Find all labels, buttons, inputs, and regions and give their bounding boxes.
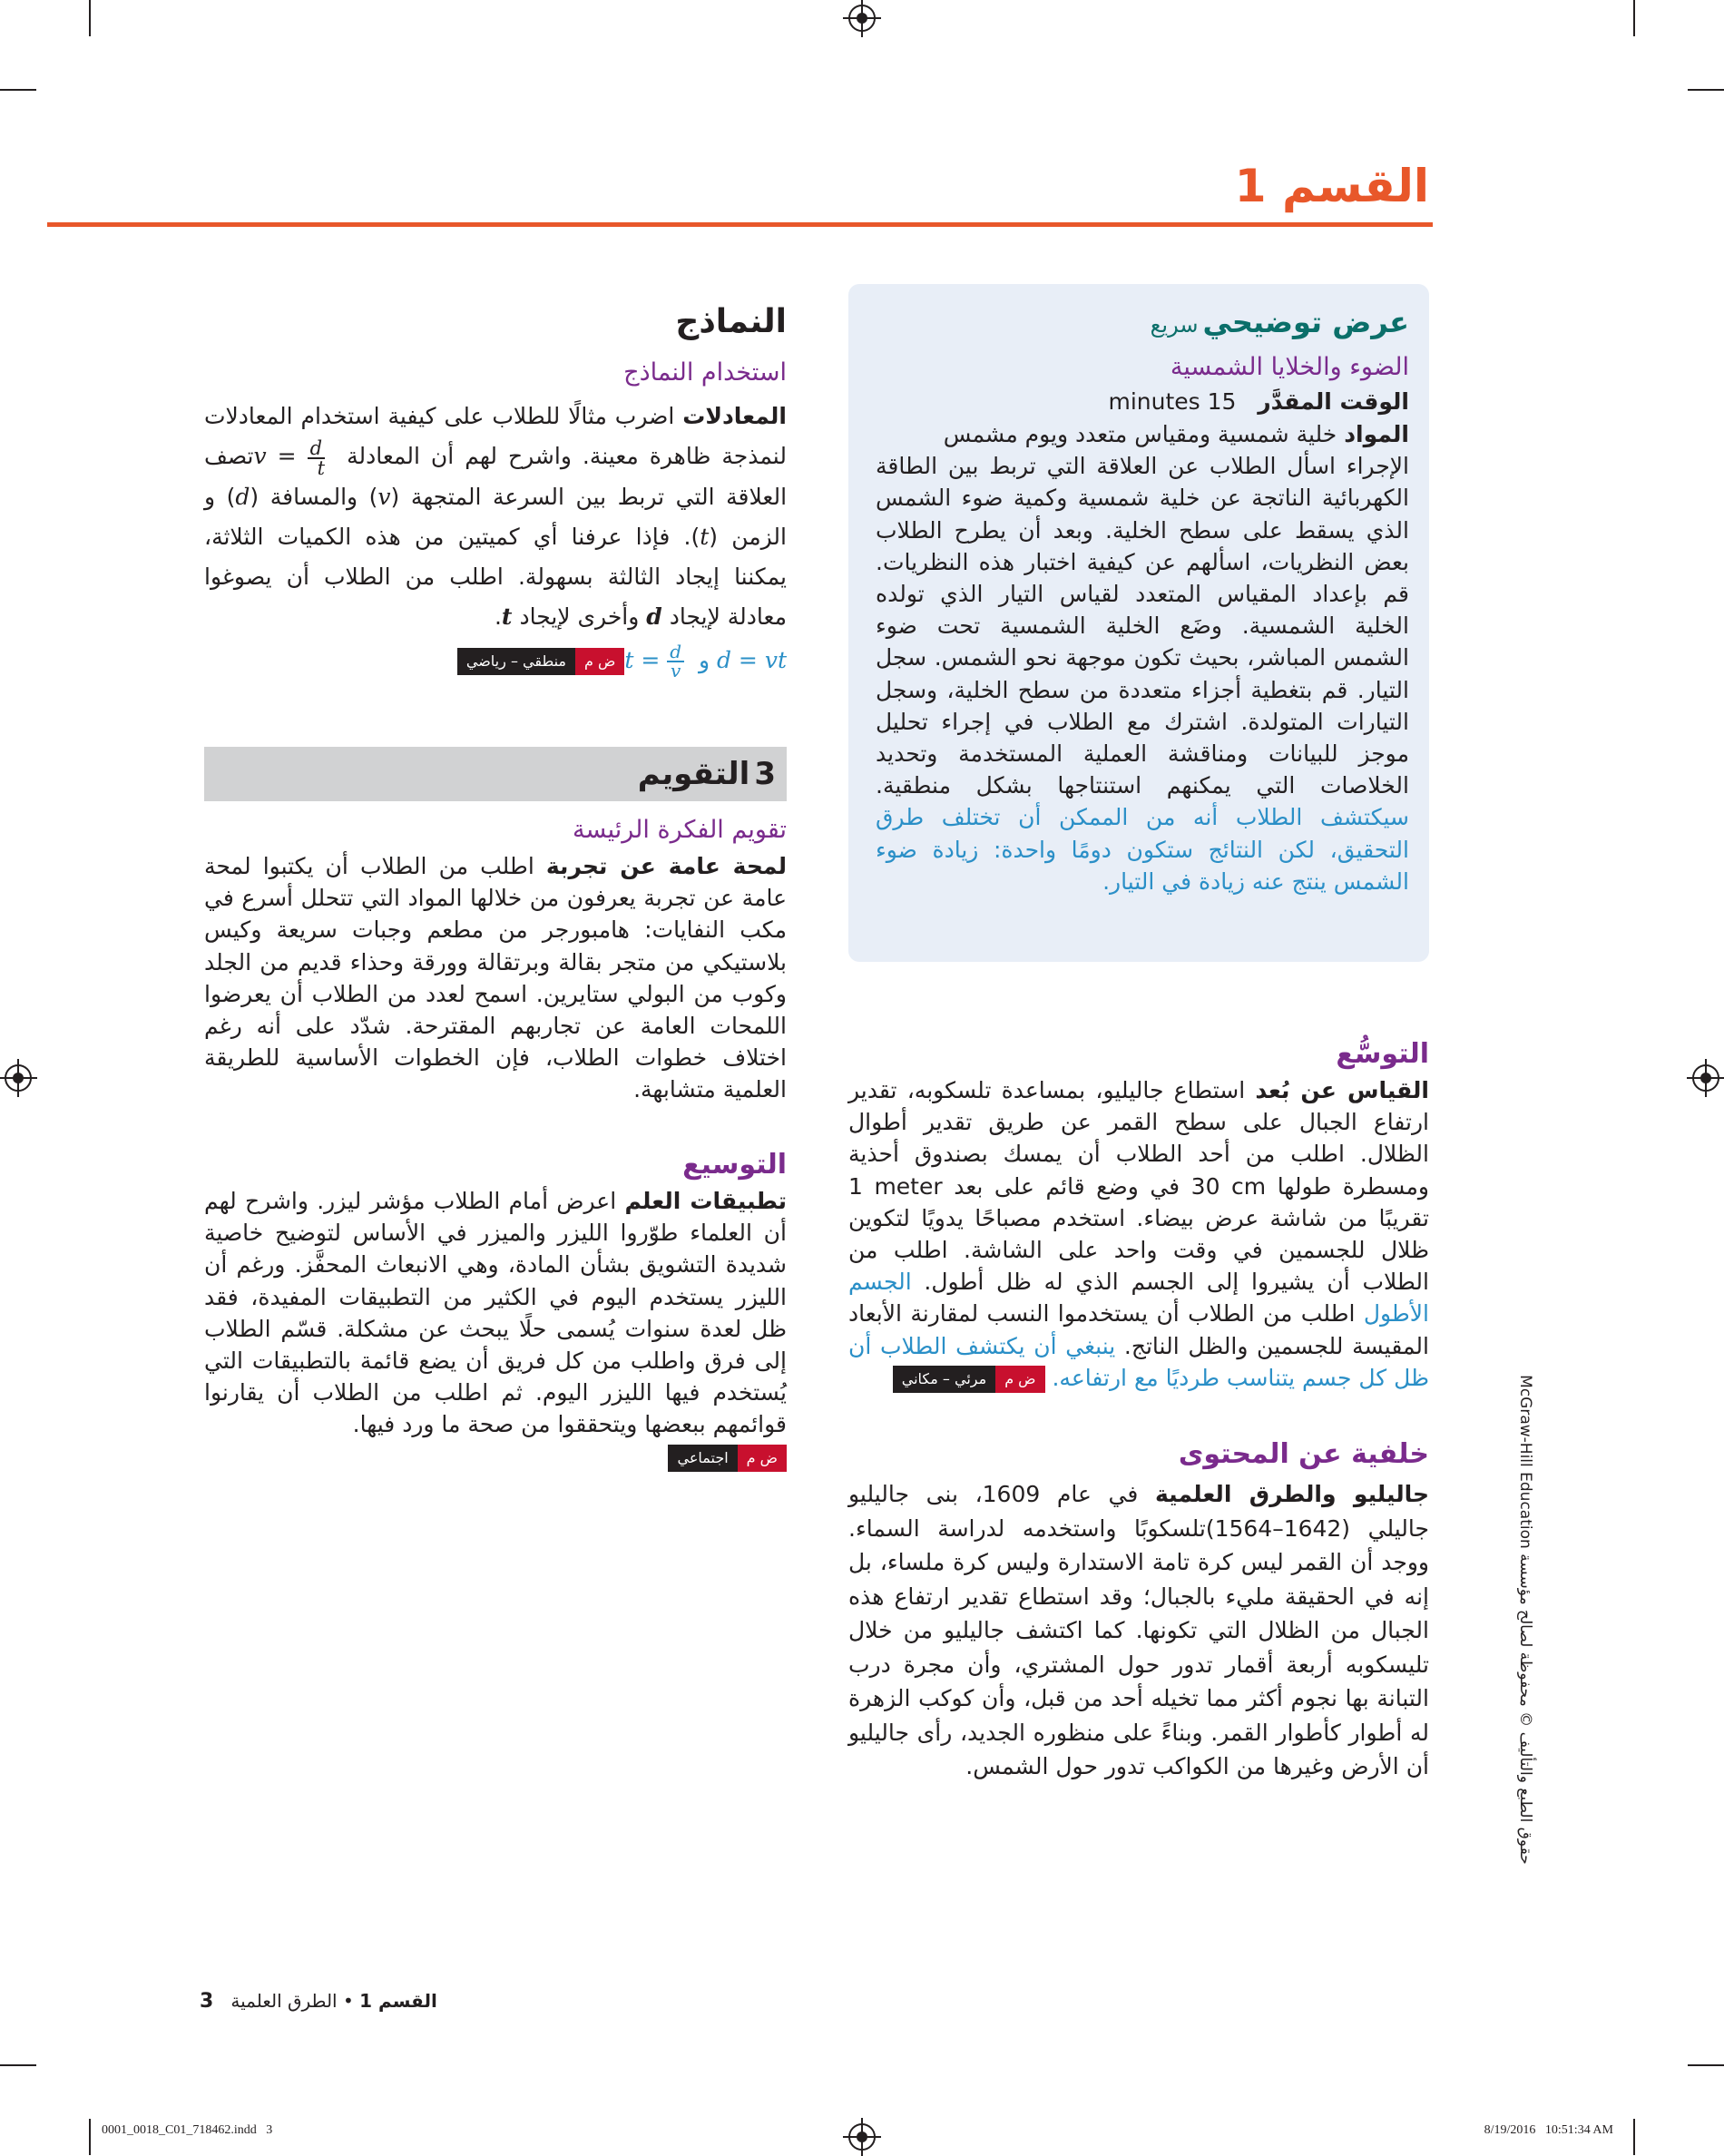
slug-left: 0001_0018_C01_718462.indd 3: [102, 2123, 273, 2137]
crop-mark: [0, 2064, 36, 2066]
equations-label: المعادلات: [682, 403, 787, 429]
formula-2-lhs: t =: [624, 646, 661, 673]
var-v: v: [377, 483, 391, 510]
tag-modality: مرئي – مكاني: [893, 1366, 995, 1393]
var-d-2: d: [646, 603, 662, 630]
expansion-measure-2: 1 meter: [848, 1172, 943, 1200]
crop-mark: [1633, 2119, 1635, 2155]
models-text-2: تصف العلاقة التي تربط بين السرعة المتجهة: [204, 443, 788, 510]
tag-red: ض م: [575, 648, 624, 675]
eq-denominator: t: [317, 456, 326, 479]
tag-red: ض م: [995, 1366, 1044, 1393]
models-text-4: و الزمن: [204, 483, 787, 550]
extension-title: التوسيع: [682, 1149, 787, 1181]
quick-demo-procedure: [876, 450, 1409, 897]
quick-demo-time: [876, 386, 1409, 418]
tag-modality: منطقي – رياضي: [457, 648, 575, 675]
expansion-text-4: اطلب من الطلاب أن يستخدموا النسب لمقارنة الأبعاد المقيسة للجسمين والظل الناتج.: [848, 1300, 1429, 1359]
slug-right: 8/19/2016 10:51:34 AM: [1484, 2123, 1613, 2137]
procedure-text: اسأل الطلاب عن العلاقة التي تربط بين الطاقة الكهربائية الناتجة عن خلية شمسية وكمية ضوء الشمس الذي يسقط على سطح الخلية. وبعد أن يطرح الطلاب بعض النظريات، اسألهم عن كيفية اختبار هذه النظريات. قم بإعداد المقياس المتعدد لقياس التيار الذي تولده الخلية الشمسية. وضَع الخلية الشمسية تحت ضوء الشمس المباشر، بحيث تكون موجهة نحو الشمس. سجل التيار. قم بتغطية أجزاء متعددة من سطح الخلية، وسجل التيارات المتولدة. اشترك مع الطلاب في إجراء تحليل موجز للبيانات ومناقشة العملية المستخدمة وتحديد الخلاصات التي يمكنهم استنتاجها بشكل منطقية.: [876, 453, 1409, 799]
assessment-text: اطلب من الطلاب أن يكتبوا لمحة عامة عن تجربة يعرفون من خلالها المواد التي تتحلل أسرع في مكب النفايات: هامبورجر من مطعم وجبات سريعة وكيس بلاستيكي من متجر بقالة وبرتقالة وورقة وحذاء قديم من الجلد وكوب من البولي ستايرين. اسمح لعدد من الطلاب أن يعرضوا اللمحات العامة عن تجاربهم المقترحة. شدّد على أنه رغم اختلاف خطوات الطلاب، فإن الخطوات الأساسية للطريقة العلمية متشابهة.: [204, 853, 787, 1103]
procedure-answer: سيكتشف الطلاب أنه من الممكن أن تختلف طرق التحقيق، لكن النتائج ستكون دومًا واحدة: زيادة ضوء الشمس ينتج عنه زيادة في التيار.: [876, 804, 1409, 895]
formula-2-den: v: [670, 660, 681, 681]
folio-chapter-name: الطرق العلمية: [230, 1990, 338, 2012]
formula-1: d = vt: [716, 646, 787, 673]
formula-2: [624, 641, 691, 681]
copyright-note: [1513, 1366, 1538, 1874]
crop-mark: [89, 2119, 91, 2155]
background-year: 1609: [982, 1481, 1041, 1507]
folio-bullet: •: [342, 1990, 354, 2012]
time-value: 15 minutes: [1108, 388, 1237, 415]
expansion-section: [848, 1034, 1429, 1394]
expansion-measure-1: 30 cm: [1190, 1172, 1267, 1200]
models-text-3: والمسافة: [269, 483, 358, 510]
assessment-title: التقويم: [637, 756, 750, 792]
registration-mark-icon: [848, 2123, 876, 2151]
extension-label: تطبيقات العلم: [624, 1188, 788, 1214]
formula-2-num: d: [667, 643, 684, 662]
expansion-text-3: تقريبًا من شاشة عرض بيضاء. استخدم مصباحًا يدويًا لتكوين ظلال للجسمين في وقت واحد على الشاشة. اطلب من الطلاب أن يشيروا إلى الجسم الذي له ظل أطول.: [848, 1204, 1429, 1296]
expansion-body: [848, 1074, 1429, 1394]
models-text-1: اضرب مثالًا للطلاب على كيفية استخدام المعادلات لنمذجة ظاهرة معينة. واشرح لهم أن المعادلة: [204, 403, 787, 469]
models-answer-line: [204, 639, 787, 682]
crop-mark: [1688, 2064, 1724, 2066]
folio-chapter: القسم 1: [359, 1990, 437, 2012]
quick-demo-heading: [876, 300, 1409, 349]
materials-label: المواد: [1344, 421, 1409, 447]
expansion-text-2: في وضع قائم على بعد: [954, 1172, 1180, 1200]
extension-section: [204, 1145, 787, 1472]
background-body: [848, 1477, 1429, 1784]
page-number: 3: [200, 1990, 214, 2013]
tag-red: ض م: [738, 1445, 787, 1472]
quick-demo-materials: [876, 418, 1409, 450]
crop-mark: [89, 0, 91, 36]
crop-mark: [1633, 0, 1635, 36]
crop-mark: [1688, 89, 1724, 91]
tag-modality: اجتماعي: [668, 1445, 737, 1472]
background-text-3: تلسكوبًا واستخدمه لدراسة السماء. ووجد أن القمر ليس كرة تامة الاستدارة وليس كرة ملساء، بل إنه في الحقيقة مليء بالجبال؛ وقد استطاع تقدير ارتفاع هذه الجبال من الظلال التي تكونها. كما اكتشف جاليليو من خلال تليسكوبه أربعة أقمار تدور حول المشتري، وأن مجرة درب التبانة بها نجوم أكثر مما تخيله أحد من قبل، وأن كوكب الزهرة له أطوار كأطوار القمر. وبناءً على منظوره الجديد، رأى جاليليو أن الأرض وغيرها من الكواكب تدور حول الشمس.: [848, 1514, 1429, 1779]
eq-v-lhs: v =: [253, 443, 297, 469]
quick-demo-title: عرض توضيحي: [1202, 305, 1409, 339]
quick-demo-suffix: سريع: [1150, 312, 1199, 338]
assessment-body: [204, 850, 787, 1106]
materials-text: خلية شمسية ومقياس متعدد ويوم مشمس: [943, 421, 1337, 447]
expansion-text-1: استطاع جاليليو، بمساعدة تلسكوبه، تقدير ارتفاع الجبال على سطح القمر عن طريق تقدير أطوال الظلال. اطلب من أحد الطلاب أن يمسك بصندوق أحذية ومسطرة طولها: [848, 1077, 1429, 1200]
assessment-section: [204, 810, 787, 1106]
expansion-answer-1: الجسم الأطول: [848, 1269, 1429, 1328]
models-text-6: وأخرى لإيجاد: [519, 603, 640, 630]
background-section: [848, 1432, 1429, 1784]
assessment-subtitle: تقويم الفكرة الرئيسة: [573, 816, 787, 844]
models-section: [204, 295, 787, 682]
procedure-label: الإجراء: [1346, 453, 1409, 480]
models-subtitle: استخدام النماذج: [623, 358, 787, 387]
eq-numerator: d: [308, 439, 325, 459]
var-t: t: [700, 523, 710, 550]
registration-mark-icon: [1692, 1064, 1719, 1092]
models-title: النماذج: [675, 303, 787, 340]
background-label: جاليليو والطرق العلمية: [1154, 1481, 1429, 1507]
quick-demo-subtitle: الضوء والخلايا الشمسية: [1170, 353, 1409, 381]
extension-tags: [204, 1445, 787, 1472]
extension-body: [204, 1185, 787, 1441]
eq-fraction: [308, 436, 326, 479]
assessment-label: لمحة عامة عن تجربة: [545, 853, 787, 879]
models-body: المعادلات اضرب مثالًا للطلاب على كيفية استخدام المعادلات لنمذجة ظاهرة معينة. واشرح لهم أن المعادلة v = $\frac{d}{t}$ تصف العلاقة التي تربط بين السرعة المتجهة (v) والمسافة (d) و الزمن (t). فإذا عرفنا أي كميتين من هذه الكميات الثلاثة، يمكننا إيجاد الثالثة بسهولة. اطلب من الطلاب أن يصوغوا معادلة لإيجاد d وأخرى لإيجاد t.: [204, 403, 788, 630]
var-d: d: [235, 483, 250, 510]
time-label: الوقت المقدَّر: [1258, 388, 1409, 415]
assessment-band: [204, 747, 787, 801]
crop-mark: [0, 89, 36, 91]
background-years: (1564–1642): [1205, 1514, 1351, 1542]
expansion-answer-2: ينبغي أن يكتشف الطلاب أن ظل كل جسم يتناسب طرديًا مع ارتفاعه.: [848, 1332, 1429, 1391]
registration-mark-icon: [5, 1064, 32, 1092]
copyright-text: حقوق الطبع والتأليف © محفوظة لصالح مؤسسة McGraw-Hill Education: [1516, 1375, 1534, 1865]
expansion-label: القياس عن بُعد: [1255, 1077, 1429, 1103]
expansion-title: التوسُّع: [1336, 1038, 1429, 1070]
header-rule: [47, 222, 1433, 227]
equation-velocity: [253, 436, 337, 479]
background-title: خلفية عن المحتوى: [1178, 1438, 1429, 1470]
formula-2-fraction: [667, 643, 684, 680]
section-title: القسم 1: [1234, 160, 1429, 212]
registration-mark-icon: [848, 5, 876, 32]
background-text-1: في عام: [1056, 1481, 1139, 1507]
background-text-2: ، بنى جاليليو جاليلي: [848, 1481, 1429, 1542]
and-word: و: [698, 646, 710, 673]
page-folio: [200, 1987, 472, 2015]
assessment-number: 3: [754, 756, 776, 792]
var-t-2: t: [501, 603, 513, 630]
models-text-5: . فإذا عرفنا أي كميتين من هذه الكميات الثلاثة، يمكننا إيجاد الثالثة بسهولة. اطلب من الطلاب أن يصوغوا معادلة لإيجاد: [204, 523, 787, 630]
extension-text: اعرض أمام الطلاب مؤشر ليزر. واشرح لهم أن العلماء طوّروا الليزر والميزر في الأساس لتوضيح خاصية شديدة التشويق بشأن المادة، وهي الانبعاث المحفَّز. ورغم أن الليزر يستخدم اليوم في الكثير من التطبيقات المفيدة، فقد ظل لعدة سنوات يُسمى حلًا يبحث عن مشكلة. قسّم الطلاب إلى فرق واطلب من كل فريق أن يضع قائمة بالتطبيقات التي يُستخدم فيها الليزر اليوم. ثم اطلب من الطلاب أن يقارنوا قوائمهم ببعضها ويتحققوا من صحة ما ورد فيها.: [204, 1188, 787, 1438]
quick-demo-panel: [848, 284, 1429, 962]
